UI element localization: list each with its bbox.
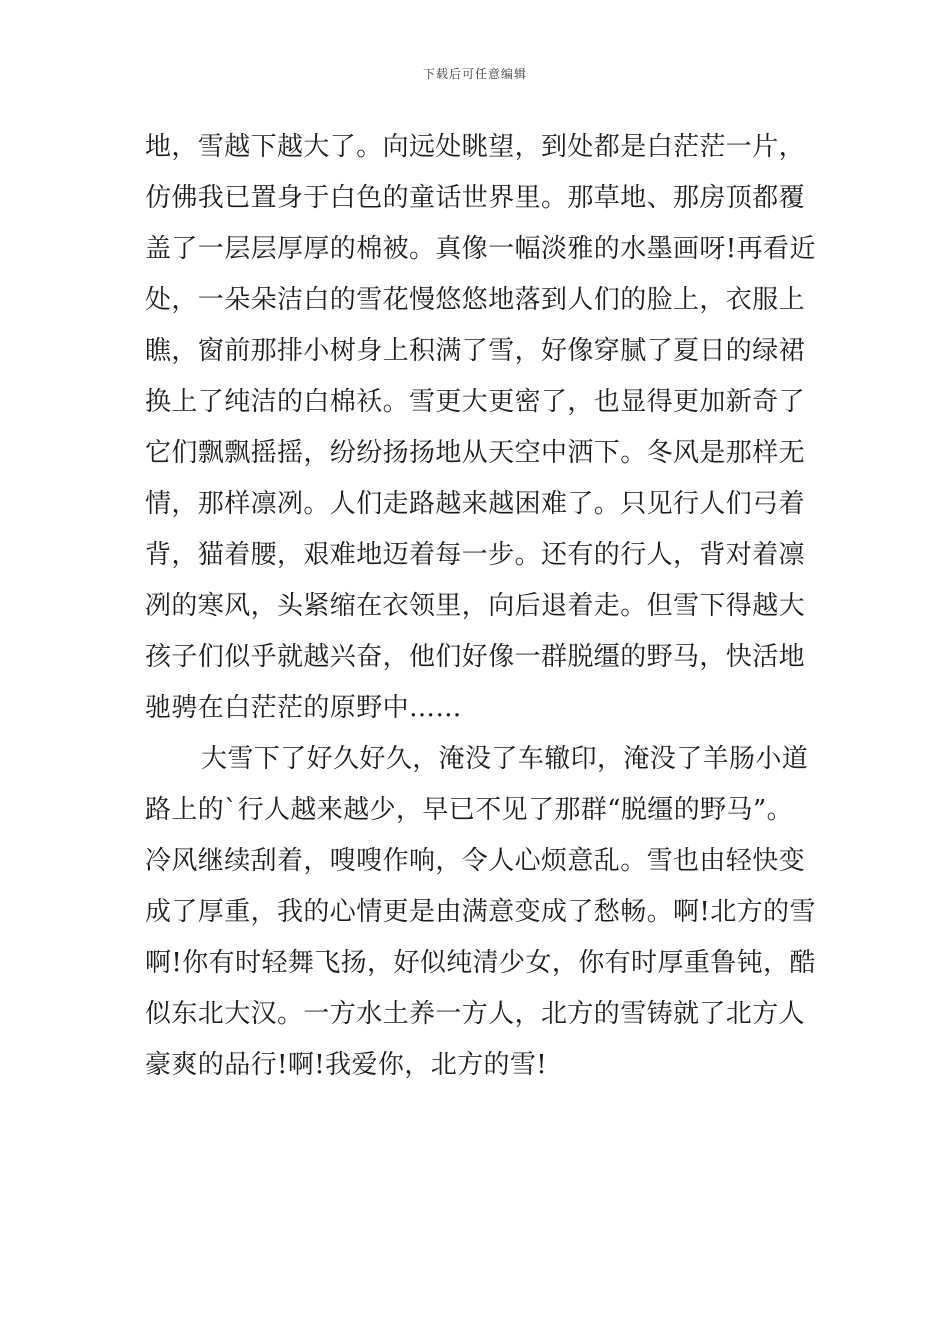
text-line: 冷风继续刮着，嗖嗖作响，令人心烦意乱。雪也由轻快变	[145, 846, 806, 876]
text-line: 仿佛我已置身于白色的童话世界里。那草地、那房顶都覆	[145, 183, 806, 213]
text-line: 换上了纯洁的白棉袄。雪更大更密了，也显得更加新奇了	[145, 387, 806, 417]
page-header-note: 下载后可任意编辑	[422, 67, 527, 81]
text-line: 成了厚重，我的心情更是由满意变成了愁畅。啊!北方的雪	[145, 897, 816, 927]
text-line: 处，一朵朵洁白的雪花慢悠悠地落到人们的脸上，衣服上	[145, 285, 806, 315]
text-line: 豪爽的品行!啊!我爱你，北方的雪!	[145, 1050, 548, 1080]
text-line: 啊!你有时轻舞飞扬，好似纯清少女，你有时厚重鲁钝，酷	[145, 948, 816, 978]
paragraph-start-line: 大雪下了好久好久，淹没了车辙印，淹没了羊肠小道	[201, 744, 809, 774]
text-line: 情，那样凛冽。人们走路越来越困难了。只见行人们弓着	[145, 489, 806, 519]
text-line: 驰骋在白茫茫的原野中……	[145, 693, 462, 723]
text-line: 孩子们似乎就越兴奋，他们好像一群脱缰的野马，快活地	[145, 642, 806, 672]
text-line: 路上的`行人越来越少，早已不见了那群“脱缰的野马”。	[145, 795, 793, 825]
text-line: 背，猫着腰，艰难地迈着每一步。还有的行人，背对着凛	[145, 540, 806, 570]
document-body	[145, 127, 815, 1096]
text-line: 似东北大汉。一方水土养一方人，北方的雪铸就了北方人	[145, 999, 806, 1029]
text-line: 地，雪越下越大了。向远处眺望，到处都是白茫茫一片，	[145, 132, 806, 162]
text-line: 盖了一层层厚厚的棉被。真像一幅淡雅的水墨画呀!再看近	[145, 234, 816, 264]
text-line: 冽的寒风，头紧缩在衣领里，向后退着走。但雪下得越大	[145, 591, 806, 621]
text-line: 它们飘飘摇摇，纷纷扬扬地从天空中洒下。冬风是那样无	[145, 438, 806, 468]
text-line: 瞧，窗前那排小树身上积满了雪，好像穿腻了夏日的绿裙	[145, 336, 806, 366]
